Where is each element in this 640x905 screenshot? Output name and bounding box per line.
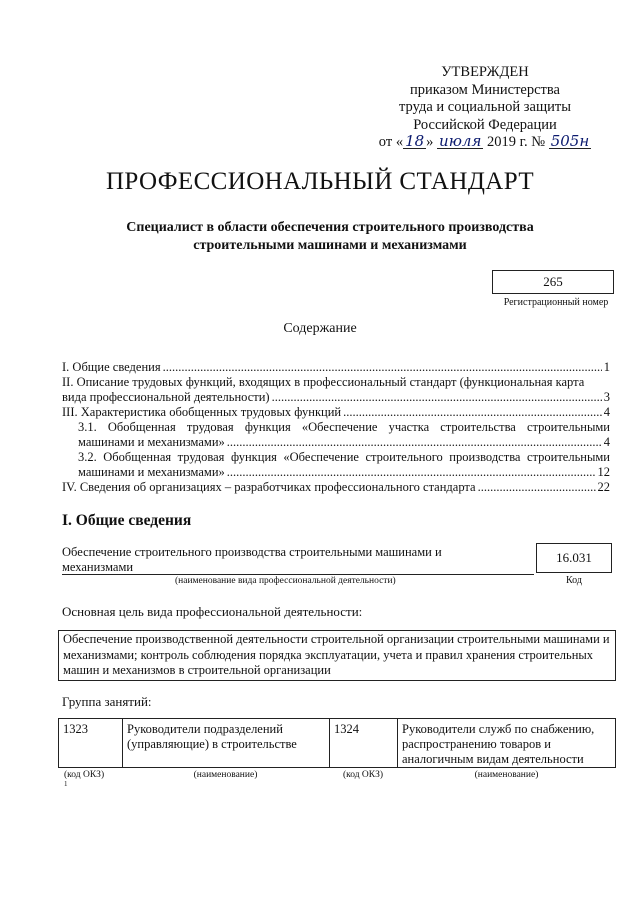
table-of-contents — [62, 360, 610, 495]
date-mid: » — [426, 134, 438, 150]
activity-caption: (наименование вида профессиональной деятельности) — [175, 576, 396, 586]
toc-item[interactable]: III. Характеристика обобщенных трудовых функций ..... 4 — [62, 405, 610, 420]
caption-name: (наименование) — [193, 770, 258, 780]
toc-heading: Содержание — [283, 321, 357, 336]
toc-item[interactable]: II. Описание трудовых функций, входящих в профессиональный стандарт (функциональная карта вида профессиональной деятельности) ..... 3 — [62, 375, 610, 405]
approval-line-1: УТВЕРЖДЕН — [441, 64, 529, 80]
occupation-code: 1324 — [330, 719, 398, 767]
subtitle-line-1: Специалист в области обеспечения строительного производства — [126, 220, 534, 235]
occupation-name: Руководители служб по снабжению, распространению товаров и аналогичным видам деятельности — [402, 722, 595, 766]
registration-number-caption: Регистрационный номер — [503, 297, 609, 308]
document-subtitle — [60, 219, 600, 255]
occupation-name: Руководители подразделений (управляющие) в строительстве — [123, 719, 330, 767]
activity-name: Обеспечение строительного производства строительными машинами и механизмами — [62, 545, 442, 574]
toc-item[interactable]: 3.1. Обобщенная трудовая функция «Обеспечение участка строительства строительными машинами и механизмами» ..... 4 — [62, 420, 610, 450]
handwritten-day: 18 — [405, 132, 425, 150]
activity-underline — [62, 574, 534, 575]
approval-line-4: Российской Федерации — [413, 116, 557, 133]
approval-date-line — [350, 134, 620, 152]
toc-item[interactable]: I. Общие сведения ..... 1 — [62, 360, 610, 375]
occupation-group-table — [58, 718, 616, 768]
date-prefix: от « — [378, 134, 404, 150]
subtitle-line-2: строительными машинами и механизмами — [193, 238, 467, 253]
occupation-group-captions — [58, 770, 616, 793]
occupation-code: 1323 — [59, 719, 123, 767]
footnote-mark: 1 — [64, 780, 68, 788]
goal-box: Обеспечение производственной деятельности строительной организации строительными машинами и механизмами; контроль соблюдения порядка эксплуатации, учета и правил хранения строительных машин и механизмов в строительной организации — [58, 630, 616, 681]
document-title: ПРОФЕССИОНАЛЬНЫЙ СТАНДАРТ — [105, 168, 535, 195]
date-year: 2019 г. № — [483, 134, 549, 150]
activity-code-box: 16.031 — [536, 543, 612, 573]
caption-code-2: (код ОКЗ) — [342, 770, 384, 780]
handwritten-order-number: 505н — [550, 132, 590, 150]
approval-block — [350, 64, 620, 152]
approval-line-2: приказом Министерства — [410, 81, 560, 98]
caption-code: (код ОКЗ) $^1$ — [64, 770, 105, 788]
handwritten-month: июля — [439, 132, 482, 150]
goal-label: Основная цель вида профессиональной деятельности: — [62, 604, 363, 619]
toc-item[interactable]: IV. Сведения об организациях – разработчиках профессионального стандарта ..... 22 — [62, 480, 610, 495]
caption-name-2: (наименование) — [474, 770, 539, 780]
group-label: Группа занятий: — [62, 694, 152, 709]
activity-code-caption: Код — [566, 575, 582, 586]
toc-item[interactable]: 3.2. Обобщенная трудовая функция «Обеспечение строительного производства строительными машинами и механизмами» ..... 12 — [62, 450, 610, 480]
approval-line-3: труда и социальной защиты — [399, 99, 571, 115]
section-title: I. Общие сведения — [62, 512, 192, 529]
registration-number-box: 265 — [492, 270, 614, 294]
